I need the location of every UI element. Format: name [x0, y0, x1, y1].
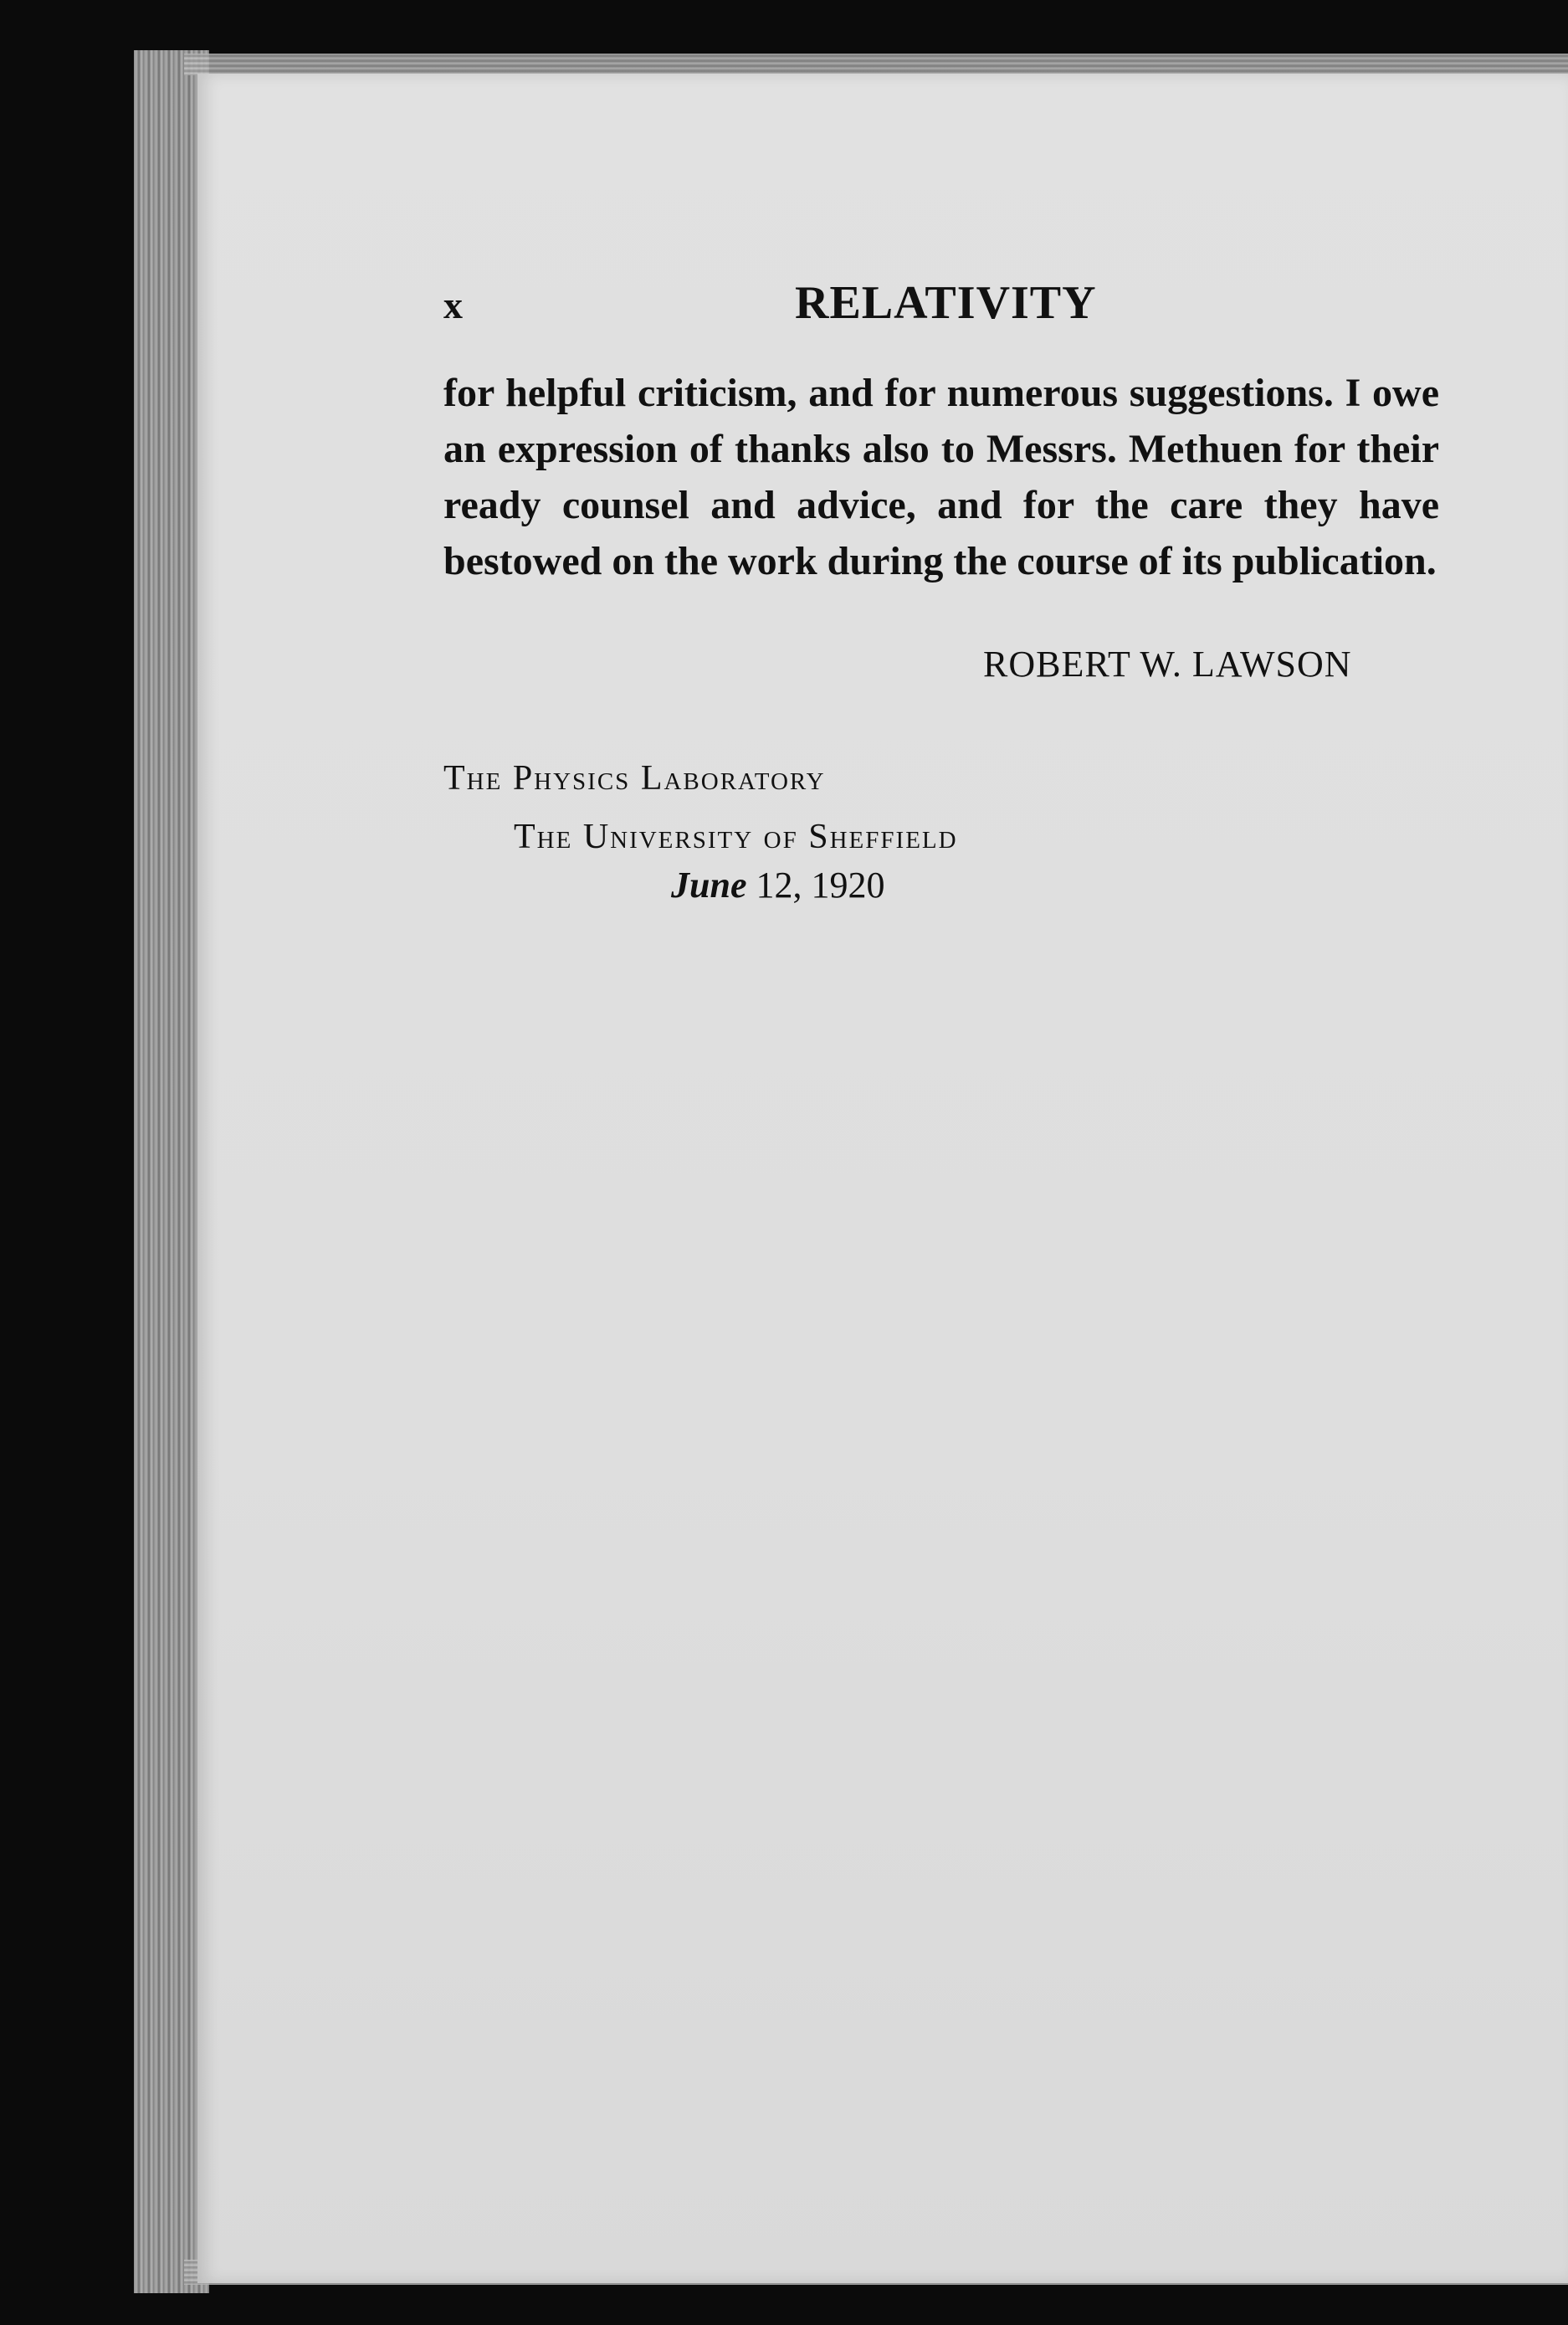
running-head	[443, 276, 1439, 335]
date-day-year: 12, 1920	[746, 865, 885, 906]
running-title: RELATIVITY	[795, 277, 1097, 329]
address-line-laboratory: The Physics Laboratory	[443, 759, 826, 798]
page-number: x	[443, 284, 463, 326]
date-line	[671, 864, 884, 906]
address-line-university: The University of Sheffield	[514, 818, 958, 856]
signature: ROBERT W. LAWSON	[983, 644, 1352, 685]
preface-paragraph: for helpful criticism, and for numerous suggestions. I owe an expression of thanks also to Messrs. Methuen for their ready counsel and advice, and for the care they have bestowed on the work during the course of its publication.	[443, 371, 1439, 583]
date-month: June	[671, 865, 747, 906]
